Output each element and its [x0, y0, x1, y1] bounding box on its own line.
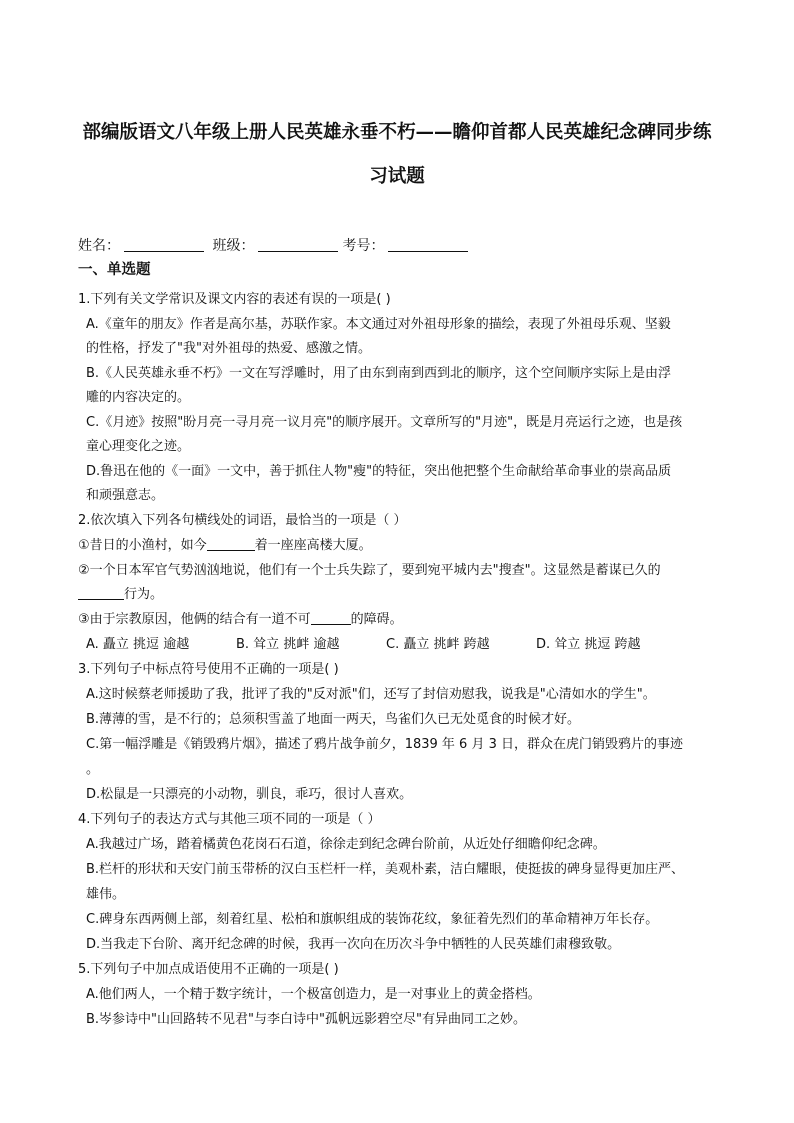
- question-4-option-a: A.我越过广场，踏着橘黄色花岗石石道，徐徐走到纪念碑台阶前，从近处仔细瞻仰纪念碑。: [86, 837, 606, 852]
- question-4-option-d: D.当我走下台阶、离开纪念碑的时候，我再一次向在历次斗争中牺牲的人民英雄们肃穆致敬。: [86, 937, 621, 952]
- question-3-option-c: C.第一幅浮雕是《销毁鸦片烟》，描述了鸦片战争前夕，1839 年 6 月 3 日，群众在虎门销毁鸦片的事迹: [86, 737, 683, 752]
- exam-number-blank[interactable]: [388, 237, 468, 252]
- name-label: 姓名：: [78, 238, 120, 254]
- question-2-sentence-1: ①昔日的小渔村，如今 着一座座高楼大厦。: [78, 538, 372, 553]
- question-2-option-c: C. 矗立 挑衅 跨越: [386, 637, 490, 652]
- exam-number-label: 考号：: [342, 238, 385, 254]
- question-1-stem: 1.下列有关文学常识及课文内容的表述有误的一项是( ): [78, 292, 391, 307]
- question-1-option-a: A.《童年的朋友》作者是高尔基，苏联作家。本文通过对外祖母形象的描绘，表现了外祖母乐观、坚毅: [86, 317, 671, 332]
- question-1-option-c-cont: 童心理变化之迹。: [86, 439, 191, 454]
- question-2-sentence-2-cont: 行为。: [78, 586, 163, 604]
- question-2-stem: 2.依次填入下列各句横线处的词语，最恰当的一项是（ ）: [78, 513, 407, 528]
- question-5-stem: 5.下列句子中加点成语使用不正确的一项是( ): [78, 962, 339, 977]
- question-2-option-a: A. 矗立 挑逗 逾越: [86, 637, 190, 652]
- question-1-option-b-cont: 雕的内容决定的。: [86, 390, 191, 405]
- question-3-option-d: D.松鼠是一只漂亮的小动物，驯良，乖巧，很讨人喜欢。: [86, 787, 413, 802]
- question-5-option-a: A.他们两人，一个精于数字统计，一个极富创造力，是一对事业上的黄金搭档。: [86, 987, 541, 1002]
- section-heading: 一、单选题: [78, 262, 151, 278]
- question-3-option-c-cont: 。: [86, 762, 100, 777]
- fill-blank-3: [311, 611, 351, 625]
- question-2-sentence-2: ②一个日本军官气势汹汹地说，他们有一个士兵失踪了，要到宛平城内去"搜查"。这显然是蓄谋已久的: [78, 563, 661, 578]
- question-1-option-a-cont: 的性格，抒发了"我"对外祖母的热爱、感激之情。: [86, 341, 371, 356]
- question-1-option-c: C.《月迹》按照"盼月亮一寻月亮一议月亮"的顺序展开。文章所写的"月迹"，既是月亮运行之迹，也是孩: [86, 415, 683, 430]
- question-4-option-b: B.栏杆的形状和天安门前玉带桥的汉白玉栏杆一样，美观朴素，洁白耀眼，使挺拔的碑身显得更加庄严、: [86, 862, 685, 877]
- question-1-option-b: B.《人民英雄永垂不朽》一文在写浮雕时，用了由东到南到西到北的顺序，这个空间顺序实际上是由浮: [86, 366, 672, 381]
- question-1-option-d-cont: 和顽强意志。: [86, 488, 165, 503]
- question-3-stem: 3.下列句子中标点符号使用不正确的一项是( ): [78, 662, 339, 677]
- question-2-option-d: D. 耸立 挑逗 跨越: [536, 637, 641, 652]
- class-label: 班级：: [212, 238, 255, 254]
- document-title-line-1: 部编版语文八年级上册人民英雄永垂不朽——瞻仰首都人民英雄纪念碑同步练: [82, 122, 712, 143]
- question-2-option-b: B. 耸立 挑衅 逾越: [236, 637, 340, 652]
- fill-blank-2: [78, 586, 124, 600]
- document-title-line-2: 习试题: [369, 166, 425, 187]
- class-blank[interactable]: [258, 237, 338, 252]
- question-3-option-b: B.薄薄的雪，是不行的；总须积雪盖了地面一两天，鸟雀们久已无处觅食的时候才好。: [86, 712, 581, 727]
- question-1-option-d: D.鲁迅在他的《一面》一文中，善于抓住人物"瘦"的特征，突出他把整个生命献给革命事业的崇高品质: [86, 464, 672, 479]
- question-4-option-c: C.碑身东西两侧上部，刻着红星、松柏和旗帜组成的装饰花纹，象征着先烈们的革命精神万年长存。: [86, 912, 659, 927]
- fill-blank-1: [207, 537, 255, 551]
- question-2-sentence-3: ③由于宗教原因，他俩的结合有一道不可 的障碍。: [78, 612, 403, 627]
- question-2-options: [86, 636, 641, 654]
- question-4-option-b-cont: 雄伟。: [86, 887, 126, 902]
- student-info-row: [78, 235, 472, 255]
- question-3-option-a: A.这时候蔡老师援助了我，批评了我的"反对派"们，还写了封信劝慰我，说我是"心清如水的学生"。: [86, 687, 656, 702]
- name-blank[interactable]: [124, 237, 204, 252]
- question-4-stem: 4.下列句子的表达方式与其他三项不同的一项是（ ）: [78, 812, 381, 827]
- question-5-option-b: B.岑参诗中"山回路转不见君"与李白诗中"孤帆远影碧空尽"有异曲同工之妙。: [86, 1012, 526, 1027]
